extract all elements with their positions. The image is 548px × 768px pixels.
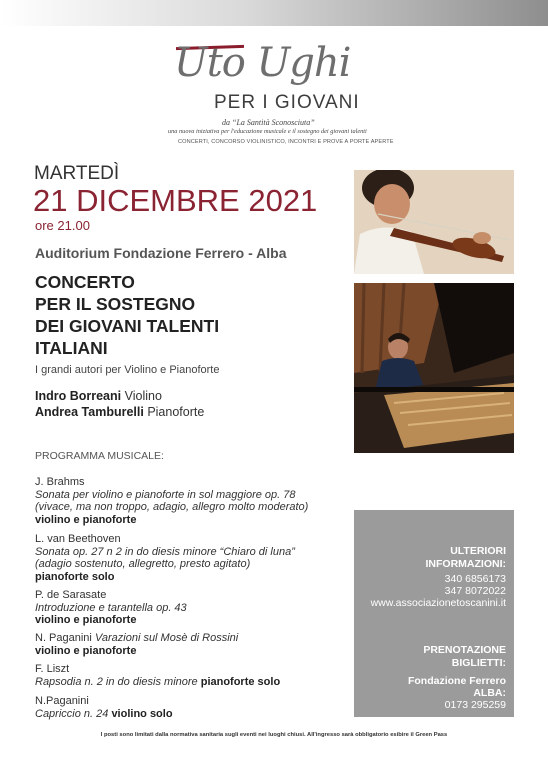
website-link[interactable]: www.associazionetoscanini.it bbox=[370, 597, 506, 609]
piece-work: Capriccio n. 24 bbox=[35, 707, 109, 720]
logo-activities: CONCERTI, CONCORSO VIOLINISTICO, INCONTRI E PROVE A PORTE APERTE bbox=[178, 139, 394, 145]
title-line: PER IL SOSTEGNO bbox=[35, 294, 196, 314]
event-venue: Auditorium Fondazione Ferrero - Alba bbox=[35, 245, 287, 261]
performer-violin bbox=[35, 389, 162, 403]
piece-detail: (adagio sostenuto, allegretto, presto agitato) bbox=[35, 558, 251, 570]
logo-script: Uto Ughi bbox=[174, 40, 351, 86]
info-box bbox=[354, 510, 514, 717]
piece-instruments: violino e pianoforte bbox=[35, 513, 137, 526]
phone-number[interactable]: 0173 295259 bbox=[444, 699, 506, 711]
piece-instruments: pianoforte solo bbox=[200, 675, 281, 688]
performer-name: Indro Borreani bbox=[35, 389, 122, 403]
title-line: DEI GIOVANI TALENTI bbox=[35, 316, 220, 336]
piece-composer: N.Paganini bbox=[35, 695, 89, 707]
booking-city: ALBA: bbox=[473, 687, 506, 699]
program-piece bbox=[35, 663, 280, 688]
footer-notice: I posti sono limitati dalla normativa sanitaria sugli eventi nei luoghi chiusi. All'ingresso sarà obbligatorio esibire il Green Pass bbox=[100, 732, 448, 738]
booking-title: BIGLIETTI: bbox=[451, 657, 506, 669]
violinist-illustration bbox=[354, 170, 514, 274]
title-line: CONCERTO bbox=[35, 272, 135, 292]
piece-instruments: pianoforte solo bbox=[35, 570, 115, 583]
program-piece bbox=[35, 589, 187, 627]
logo-per-i-giovani: PER I GIOVANI bbox=[214, 92, 360, 113]
concert-title bbox=[35, 271, 219, 359]
piece-work: Varazioni sul Mosè di Rossini bbox=[94, 632, 239, 644]
program-piece bbox=[35, 632, 238, 657]
piece-work: Rapsodia n. 2 in do diesis minore bbox=[35, 675, 198, 688]
info-title: ULTERIORI bbox=[450, 545, 506, 557]
piece-detail: (vivace, ma non troppo, adagio, allegro molto moderato) bbox=[35, 501, 309, 513]
booking-place: Fondazione Ferrero bbox=[407, 675, 506, 687]
uto-ughi-logo bbox=[160, 38, 400, 148]
performer-instrument: Violino bbox=[124, 389, 162, 403]
phone-number[interactable]: 340 6856173 bbox=[444, 573, 506, 585]
event-time: ore 21.00 bbox=[35, 218, 90, 233]
performer-name: Andrea Tamburelli bbox=[35, 405, 144, 419]
event-day: MARTEDÌ bbox=[34, 163, 120, 184]
phone-number[interactable]: 347 8072022 bbox=[444, 585, 506, 597]
pianist-illustration bbox=[354, 283, 514, 453]
piece-instruments: violino solo bbox=[111, 707, 173, 720]
program-heading: PROGRAMMA MUSICALE: bbox=[35, 450, 164, 462]
event-date: 21 DICEMBRE 2021 bbox=[33, 183, 318, 218]
program-piece bbox=[35, 695, 173, 720]
logo-da: da “La Santità Sconosciuta” bbox=[222, 118, 315, 127]
title-line: ITALIANI bbox=[35, 338, 108, 358]
performer-piano bbox=[35, 405, 204, 419]
piece-composer: N. Paganini bbox=[35, 632, 92, 644]
pianist-photo bbox=[354, 283, 514, 453]
piece-work: Sonata per violino e pianoforte in sol maggiore op. 78 bbox=[35, 488, 296, 501]
piece-work: Introduzione e tarantella op. 43 bbox=[35, 601, 187, 614]
piece-composer: J. Brahms bbox=[35, 476, 85, 488]
violinist-photo bbox=[354, 170, 514, 274]
program-piece bbox=[35, 476, 308, 526]
piece-work: Sonata op. 27 n 2 in do diesis minore “Chiaro di luna” bbox=[35, 545, 295, 558]
top-gradient-bar bbox=[0, 0, 548, 26]
piece-composer: L. van Beethoven bbox=[35, 533, 121, 545]
piece-instruments: violino e pianoforte bbox=[35, 614, 137, 626]
piece-instruments: violino e pianoforte bbox=[35, 644, 137, 657]
piece-composer: F. Liszt bbox=[35, 663, 70, 675]
piece-composer: P. de Sarasate bbox=[35, 589, 107, 601]
concert-subtitle: I grandi autori per Violino e Pianoforte bbox=[35, 364, 220, 376]
logo-tagline: una nuova iniziativa per l'educazione musicale e il sostegno dei giovani talenti bbox=[168, 128, 367, 135]
performer-instrument: Pianoforte bbox=[147, 405, 205, 419]
program-piece bbox=[35, 533, 295, 583]
booking-title: PRENOTAZIONE bbox=[423, 644, 506, 656]
info-title: INFORMAZIONI: bbox=[425, 558, 506, 570]
